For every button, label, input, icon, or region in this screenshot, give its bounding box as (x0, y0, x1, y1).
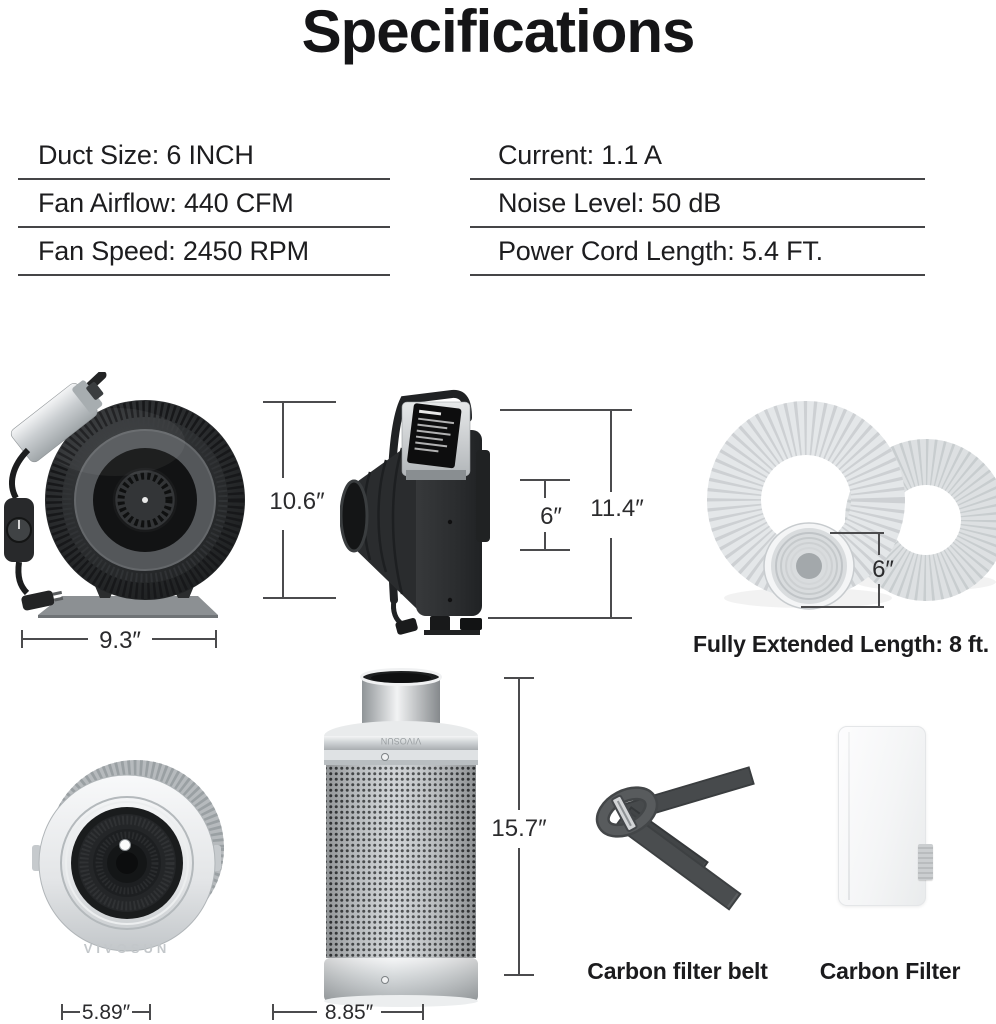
prefilter-tag (918, 844, 933, 880)
carbon-filter-width-label: 8.85″ (324, 1001, 374, 1024)
spec-fan-airflow: Fan Airflow: 440 CFM (18, 180, 390, 228)
controller-cable-bottom (18, 562, 27, 593)
prefilter-caption: Carbon Filter (819, 958, 961, 984)
carbon-filter-height-label: 15.7″ (491, 815, 547, 842)
ducting-image (688, 372, 996, 632)
filter-flange-brand: VIVOSUN (380, 736, 422, 746)
duct-diameter-label: 6″ (872, 556, 894, 583)
spec-table-left (18, 132, 390, 276)
spec-current: Current: 1.1 A (470, 132, 925, 180)
duct-coils (724, 428, 996, 608)
spec-duct-size: Duct Size: 6 INCH (18, 132, 390, 180)
carbon-filter-image (262, 650, 552, 1024)
fan-side-height-label: 11.4″ (590, 495, 644, 522)
inline-fan-side-image (340, 372, 670, 664)
ducting-caption: Fully Extended Length: 8 ft. (693, 631, 989, 657)
fan-front-width-label: 9.3″ (99, 627, 141, 654)
spec-table-right (470, 132, 925, 276)
duct-opening (764, 523, 854, 609)
speed-controller (4, 498, 34, 562)
spec-noise-level: Noise Level: 50 dB (470, 180, 925, 228)
filter-front-brand: VIVOSUN (83, 941, 171, 956)
prefilter-image (838, 726, 926, 906)
spec-cord-length: Power Cord Length: 5.4 FT. (470, 228, 925, 276)
belt-image (585, 752, 780, 912)
fan-side-duct-label: 6″ (540, 503, 562, 530)
filter-front-image (10, 745, 240, 1024)
belt-caption: Carbon filter belt (587, 958, 768, 984)
fan-front-height-label: 10.6″ (269, 488, 325, 515)
page-title: Specifications (301, 0, 695, 65)
side-power-cord (393, 600, 402, 624)
filter-mesh-body (326, 765, 476, 958)
filter-duct-port (362, 670, 441, 726)
spec-fan-speed: Fan Speed: 2450 RPM (18, 228, 390, 276)
prefilter-fold (848, 732, 850, 900)
inline-fan-front-image (0, 372, 340, 664)
filter-bottom-band (324, 958, 478, 1007)
controller-cable-top (12, 450, 28, 498)
filter-front-dimension-label: 5.89″ (81, 1001, 131, 1024)
spec-label (407, 403, 462, 468)
